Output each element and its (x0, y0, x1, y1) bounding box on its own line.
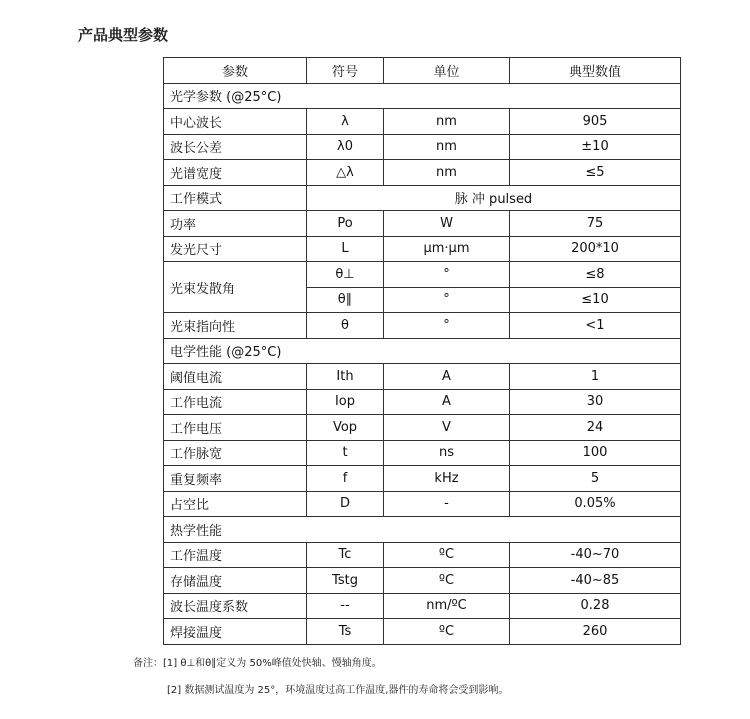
header-unit: 单位 (384, 58, 510, 84)
row-param: 工作电压 (164, 415, 307, 441)
spec-table (163, 57, 681, 645)
row-param: 波长温度系数 (164, 593, 307, 619)
table-row (164, 593, 681, 619)
section-title: 光学参数 (@25°C) (164, 83, 681, 109)
row-unit: ns (384, 440, 510, 466)
row-value: -40~85 (510, 568, 681, 594)
table-row (164, 313, 681, 339)
row-symbol: t (307, 440, 384, 466)
row-unit: ° (384, 287, 510, 313)
row-symbol: △λ (307, 160, 384, 186)
section-title: 电学性能 (@25°C) (164, 338, 681, 364)
row-value: ≤5 (510, 160, 681, 186)
header-value: 典型数值 (510, 58, 681, 84)
row-value: 200*10 (510, 236, 681, 262)
row-symbol: Vop (307, 415, 384, 441)
section-title: 热学性能 (164, 517, 681, 543)
row-unit: ºC (384, 568, 510, 594)
row-value: 24 (510, 415, 681, 441)
row-value: 5 (510, 466, 681, 492)
row-unit: μm·μm (384, 236, 510, 262)
row-symbol: Tc (307, 542, 384, 568)
header-symbol: 符号 (307, 58, 384, 84)
row-unit: W (384, 211, 510, 237)
table-row (164, 415, 681, 441)
row-value: -40~70 (510, 542, 681, 568)
row-param: 存储温度 (164, 568, 307, 594)
table-row (164, 211, 681, 237)
row-param: 光束发散角 (164, 262, 307, 313)
row-param: 发光尺寸 (164, 236, 307, 262)
table-row (164, 619, 681, 645)
row-symbol: Ith (307, 364, 384, 390)
row-param: 工作温度 (164, 542, 307, 568)
row-unit: - (384, 491, 510, 517)
table-row-mode (164, 185, 681, 211)
row-symbol: λ (307, 109, 384, 135)
row-unit: A (384, 364, 510, 390)
table-row-divergence (164, 262, 681, 288)
row-symbol: θ (307, 313, 384, 339)
row-param: 光谱宽度 (164, 160, 307, 186)
row-symbol: f (307, 466, 384, 492)
row-unit: ºC (384, 542, 510, 568)
section-row-electrical (164, 338, 681, 364)
row-value: ±10 (510, 134, 681, 160)
table-row (164, 364, 681, 390)
row-unit: ° (384, 313, 510, 339)
row-symbol: Ts (307, 619, 384, 645)
row-param: 工作模式 (164, 185, 307, 211)
section-row-optical (164, 83, 681, 109)
row-param: 工作脉宽 (164, 440, 307, 466)
row-unit: ° (384, 262, 510, 288)
row-unit: nm (384, 160, 510, 186)
row-value: 905 (510, 109, 681, 135)
row-symbol: D (307, 491, 384, 517)
row-unit: nm (384, 109, 510, 135)
row-param: 阈值电流 (164, 364, 307, 390)
row-param: 占空比 (164, 491, 307, 517)
row-value: 100 (510, 440, 681, 466)
row-unit: kHz (384, 466, 510, 492)
row-param: 中心波长 (164, 109, 307, 135)
footnote-1: 备注：[1] θ⊥和θ∥定义为 50%峰值处快轴、慢轴角度。 (133, 658, 382, 669)
table-row (164, 568, 681, 594)
row-value: 0.28 (510, 593, 681, 619)
table-row (164, 440, 681, 466)
row-unit: nm (384, 134, 510, 160)
table-header-row (164, 58, 681, 84)
table-row (164, 109, 681, 135)
row-value: 脉 冲 pulsed (307, 185, 681, 211)
table-row (164, 389, 681, 415)
row-value: <1 (510, 313, 681, 339)
row-unit: V (384, 415, 510, 441)
table-row (164, 466, 681, 492)
table-row (164, 491, 681, 517)
row-unit: ºC (384, 619, 510, 645)
row-param: 工作电流 (164, 389, 307, 415)
table-row (164, 542, 681, 568)
table-row (164, 160, 681, 186)
row-symbol: λ0 (307, 134, 384, 160)
row-param: 焊接温度 (164, 619, 307, 645)
page-title: 产品典型参数 (78, 26, 169, 44)
row-symbol: θ⊥ (307, 262, 384, 288)
table-row (164, 236, 681, 262)
row-value: 0.05% (510, 491, 681, 517)
row-param: 光束指向性 (164, 313, 307, 339)
section-row-thermal (164, 517, 681, 543)
header-param: 参数 (164, 58, 307, 84)
row-symbol: Tstg (307, 568, 384, 594)
row-param: 波长公差 (164, 134, 307, 160)
row-param: 功率 (164, 211, 307, 237)
row-symbol: L (307, 236, 384, 262)
footnote-2: [2] 数据测试温度为 25°，环境温度过高工作温度,器件的寿命将会受到影响。 (167, 685, 509, 696)
row-value: 30 (510, 389, 681, 415)
row-symbol: Iop (307, 389, 384, 415)
row-symbol: -- (307, 593, 384, 619)
row-value: 1 (510, 364, 681, 390)
row-value: ≤8 (510, 262, 681, 288)
row-value: 75 (510, 211, 681, 237)
row-symbol: θ∥ (307, 287, 384, 313)
row-unit: A (384, 389, 510, 415)
row-value: ≤10 (510, 287, 681, 313)
row-unit: nm/ºC (384, 593, 510, 619)
row-value: 260 (510, 619, 681, 645)
table-row (164, 134, 681, 160)
row-symbol: Po (307, 211, 384, 237)
row-param: 重复频率 (164, 466, 307, 492)
